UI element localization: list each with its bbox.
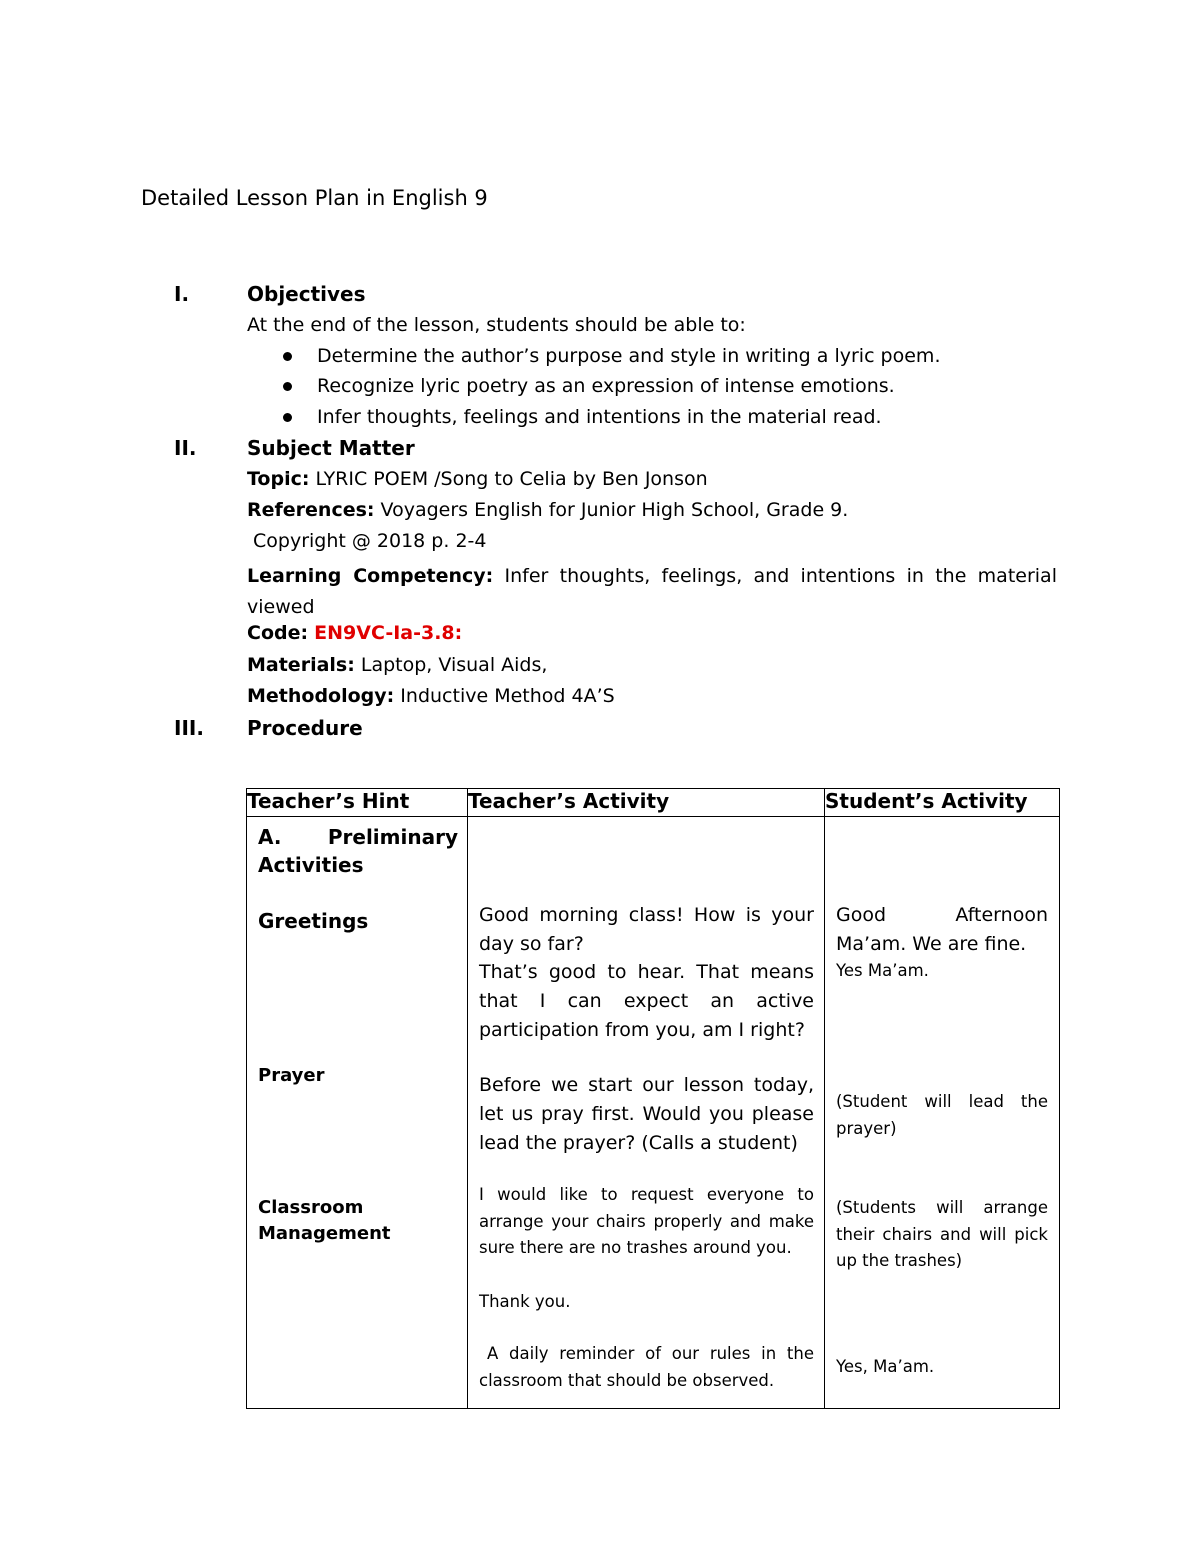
prayer-student: (Student will lead the prayer) <box>836 1092 1048 1138</box>
bullet-dot <box>283 413 292 422</box>
topic-value: LYRIC POEM /Song to Celia by Ben Jonson <box>309 468 708 490</box>
methodology-label: Methodology: <box>247 685 395 707</box>
objectives-numeral: I. <box>174 282 190 306</box>
classroom-teacher-2: Thank you. <box>479 1292 571 1312</box>
materials-value: Laptop, Visual Aids, <box>354 654 548 676</box>
teacher-activity-column <box>468 817 825 1409</box>
materials-line <box>247 654 547 676</box>
methodology-line <box>247 685 615 707</box>
header-teachers-activity: Teacher’s Activity <box>468 789 825 817</box>
greetings-teacher-1: Good morning class! How is your day so far? <box>479 904 814 956</box>
hint-column <box>247 817 468 1409</box>
code-line <box>247 622 462 644</box>
table-header-row <box>247 789 1060 817</box>
objective-item-3: Infer thoughts, feelings and intentions in the material read. <box>317 406 882 428</box>
procedure-heading: Procedure <box>247 716 363 740</box>
greetings-teacher-2: That’s good to hear. That means that I can expect an active participation from you, am I right? <box>479 961 814 1042</box>
objective-item-2: Recognize lyric poetry as an expression of intense emotions. <box>317 375 895 397</box>
prayer-teacher: Before we start our lesson today, let us pray first. Would you please lead the prayer? (Calls a student) <box>479 1074 814 1155</box>
bullet-dot <box>283 382 292 391</box>
greetings-student-2: Yes Ma’am. <box>836 961 929 981</box>
procedure-table <box>246 788 1060 1409</box>
bullet-dot <box>283 352 292 361</box>
subject-matter-heading: Subject Matter <box>247 436 415 460</box>
objectives-heading: Objectives <box>247 282 366 306</box>
hint-greetings: Greetings <box>258 909 369 934</box>
hint-classroom-management: Classroom Management <box>258 1197 391 1245</box>
header-teachers-hint: Teacher’s Hint <box>247 789 468 817</box>
topic-line <box>247 468 708 490</box>
greetings-student-1: Good Afternoon Ma’am. We are fine. <box>836 904 1048 956</box>
reminder-student: Yes, Ma’am. <box>836 1357 935 1377</box>
hint-prayer: Prayer <box>258 1065 325 1087</box>
references-label: References: <box>247 499 375 521</box>
objectives-intro: At the end of the lesson, students should be able to: <box>247 314 746 336</box>
code-label: Code: <box>247 622 309 644</box>
classroom-student: (Students will arrange their chairs and will pick up the trashes) <box>836 1198 1048 1271</box>
objective-item-1: Determine the author’s purpose and style in writing a lyric poem. <box>317 345 941 367</box>
preliminary-activities: A. Preliminary Activities <box>258 825 458 878</box>
competency-value: Infer thoughts, feelings, and intentions in the material viewed <box>247 565 1057 618</box>
competency-label: Learning Competency: <box>247 565 494 587</box>
topic-label: Topic: <box>247 468 310 490</box>
methodology-value: Inductive Method 4A’S <box>394 685 615 707</box>
references-value: Voyagers English for Junior High School, Grade 9. <box>374 499 849 521</box>
procedure-numeral: III. <box>174 716 204 740</box>
classroom-teacher-1: I would like to request everyone to arrange your chairs properly and make sure there are no trashes around you. <box>479 1185 814 1258</box>
student-activity-column <box>825 817 1060 1409</box>
table-row <box>247 817 1060 1409</box>
reminder-teacher: A daily reminder of our rules in the classroom that should be observed. <box>479 1344 814 1390</box>
header-students-activity: Student’s Activity <box>825 789 1060 817</box>
document-title: Detailed Lesson Plan in English 9 <box>141 186 488 210</box>
code-value: EN9VC-Ia-3.8: <box>314 622 463 644</box>
copyright-line: Copyright @ 2018 p. 2-4 <box>253 530 487 552</box>
references-line <box>247 499 848 521</box>
competency-line <box>247 561 1057 623</box>
subject-matter-numeral: II. <box>174 436 197 460</box>
materials-label: Materials: <box>247 654 355 676</box>
